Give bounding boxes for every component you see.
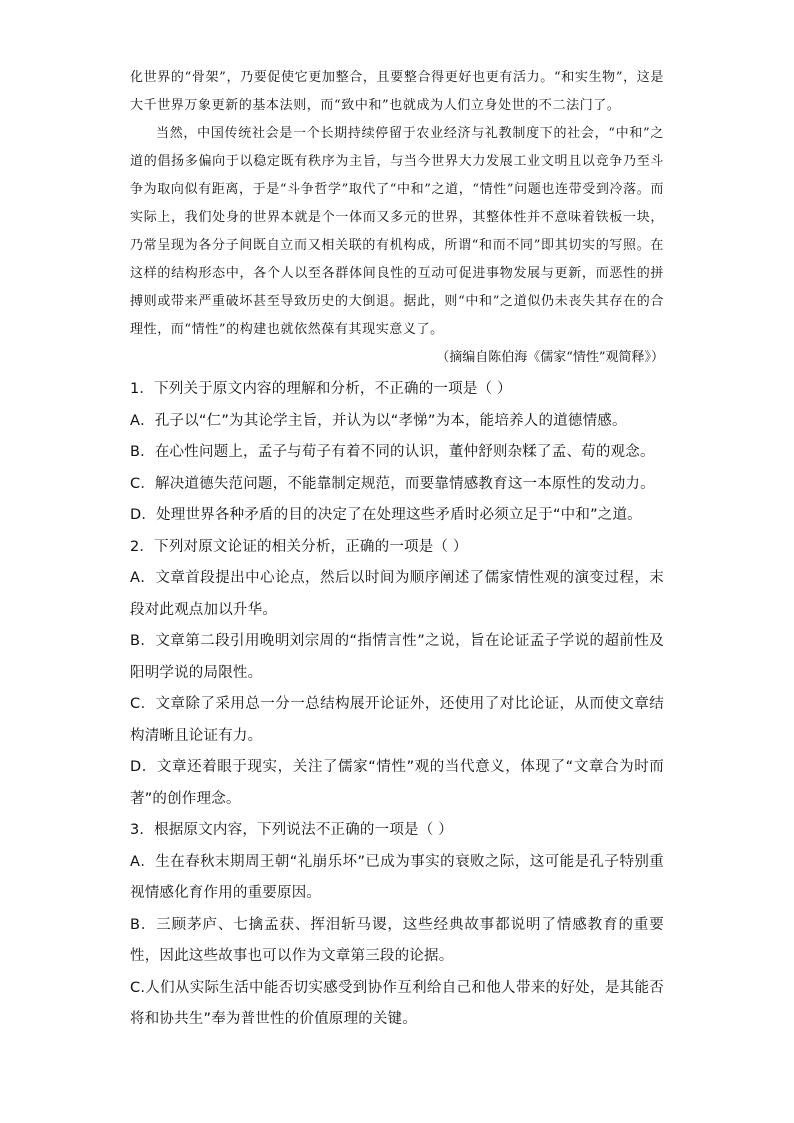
- question-option: B．三顾茅庐、七擒孟获、挥泪斩马谡，这些经典故事都说明了情感教育的重要性，因此这些故事也可以作为文章第三段的论据。: [130, 916, 664, 964]
- passage-paragraph-2: 当然，中国传统社会是一个长期持续停留于农业经济与礼教制度下的社会，“中和”之道的倡扬多偏向于以稳定既有秩序为主旨，与当今世界大力发展工业文明且以竞争乃至斗争为取向似有距离，于是“斗争哲学”取代了“中和”之道，“情性”问题也连带受到冷落。而实际上，我们处身的世界本就是个一体而又多元的世界，其整体性并不意味着铁板一块，乃常呈现为各分子间既自立而又相关联的有机构成，所谓“和而不同”即其切实的写照。在这样的结构形态中，各个人以至各群体间良性的互动可促进事物发展与更新，而恶性的拼搏则或带来严重破坏甚至导致历史的大倒退。据此，则“中和”之道似仍未丧失其存在的合理性，而“情性”的构建也就依然葆有其现实意义了。: [130, 126, 664, 337]
- question-2: [130, 532, 664, 816]
- question-option: B．在心性问题上，孟子与荀子有着不同的认识，董仲舒则杂糅了孟、荀的观念。: [130, 444, 655, 460]
- reading-passage: [130, 64, 664, 344]
- question-stem: 2．下列对原文论证的相关分析，正确的一项是（ ）: [130, 538, 468, 555]
- question-option: C.人们从实际生活中能否切实感受到协作互利给自己和他人带来的好处，是其能否将和协共生”奉为普世性的价值原理的关键。: [130, 979, 664, 1027]
- question-option: C．文章除了采用总一分一总结构展开论证外，还使用了对比论证，从而使文章结构清晰且论证有力。: [130, 696, 664, 744]
- question-option: D．处理世界各种矛盾的目的决定了在处理这些矛盾时必须立足于“中和”之道。: [130, 507, 642, 523]
- question-stem: 1．下列关于原文内容的理解和分析，不正确的一项是（ ）: [130, 381, 512, 397]
- passage-paragraph-1: 化世界的“骨架”，乃要促使它更加整合，且要整合得更好也更有活力。“和实生物”，这是大千世界万象更新的基本法则，而“致中和”也就成为人们立身处世的不二法门了。: [130, 70, 664, 113]
- question-stem: 3．根据原文内容，下列说法不正确的一项是（ ）: [130, 822, 453, 838]
- question-option: C．解决道德失范问题，不能靠制定规范，而要靠情感教育这一本原性的发动力。: [130, 475, 655, 492]
- question-option: D．文章还着眼于现实，关注了儒家“情性”观的当代意义，体现了“文章合为时而著”的创作理念。: [130, 759, 664, 807]
- question-3: [130, 815, 664, 1036]
- passage-source: （摘编自陈伯海《儒家“情性”观简释》）: [436, 350, 664, 365]
- question-option: A．孔子以“仁”为其论学主旨，并认为以“孝悌”为本，能培养人的道德情感。: [130, 412, 627, 429]
- question-1: [130, 374, 664, 532]
- question-list: [130, 374, 664, 1036]
- question-option: A．生在春秋末期周王朝“礼崩乐坏”已成为事实的衰败之际，这可能是孔子特别重视情感化育作用的重要原因。: [130, 853, 664, 901]
- question-option: A．文章首段提出中心论点，然后以时间为顺序阐述了儒家情性观的演变过程，末段对此观点加以升华。: [130, 570, 664, 618]
- question-option: B．文章第二段引用晚明刘宗周的“指情言性”之说，旨在论证孟子学说的超前性及阳明学说的局限性。: [130, 633, 664, 681]
